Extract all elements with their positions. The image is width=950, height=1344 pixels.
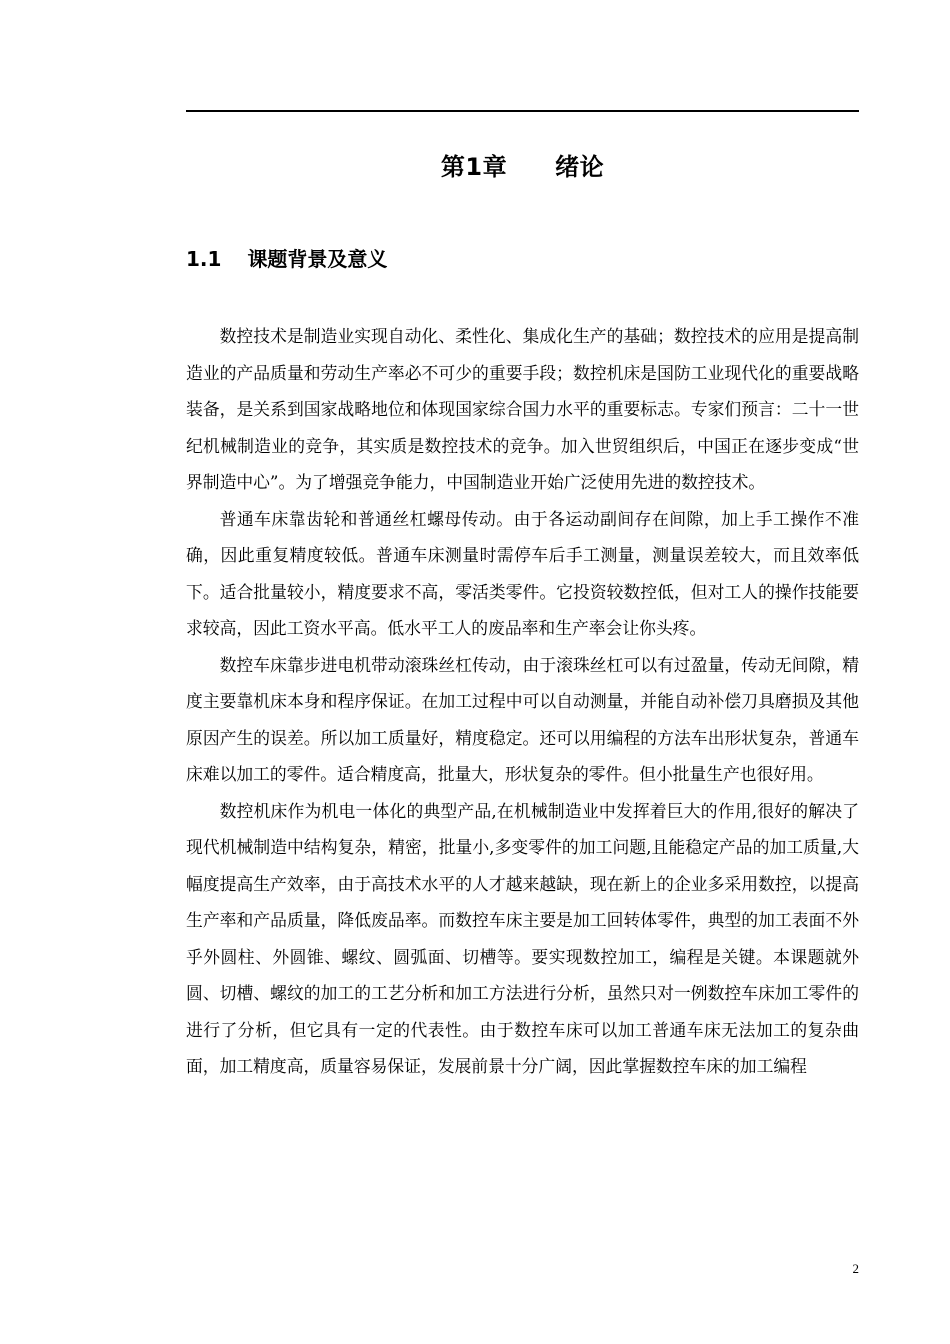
body-text: [186, 318, 859, 1085]
section-title-text: 课题背景及意义: [247, 247, 388, 271]
paragraph: 数控机床作为机电一体化的典型产品,在机械制造业中发挥着巨大的作用,很好的解决了现代机械制造中结构复杂，精密，批量小,多变零件的加工问题,且能稳定产品的加工质量,大幅度提高生产效率，由于高技术水平的人才越来越缺，现在新上的企业多采用数控，以提高生产率和产品质量，降低废品率。而数控车床主要是加工回转体零件，典型的加工表面不外乎外圆柱、外圆锥、螺纹、圆弧面、切槽等。要实现数控加工，编程是关键。本课题就外圆、切槽、螺纹的加工的工艺分析和加工方法进行分析，虽然只对一例数控车床加工零件的进行了分析，但它具有一定的代表性。由于数控车床可以加工普通车床无法加工的复杂曲面，加工精度高，质量容易保证，发展前景十分广阔，因此掌握数控车床的加工编程: [186, 800, 859, 1076]
page-number: 2: [852, 1261, 859, 1276]
chapter-title-text: 绪论: [555, 153, 605, 181]
header-rule: [186, 110, 859, 112]
paragraph: 普通车床靠齿轮和普通丝杠螺母传动。由于各运动副间存在间隙，加上手工操作不准确，因此重复精度较低。普通车床测量时需停车后手工测量，测量误差较大，而且效率低下。适合批量较小，精度要求不高，零活类零件。它投资较数控低，但对工人的操作技能要求较高，因此工资水平高。低水平工人的废品率和生产率会让你头疼。: [186, 508, 859, 638]
section-number: 1.1: [186, 247, 222, 271]
paragraph: 数控技术是制造业实现自动化、柔性化、集成化生产的基础；数控技术的应用是提高制造业的产品质量和劳动生产率必不可少的重要手段；数控机床是国防工业现代化的重要战略装备，是关系到国家战略地位和体现国家综合国力水平的重要标志。专家们预言：二十一世纪机械制造业的竞争，其实质是数控技术的竞争。加入世贸组织后，中国正在逐步变成“世界制造中心”。为了增强竞争能力，中国制造业开始广泛使用先进的数控技术。: [186, 326, 859, 492]
paragraph: 数控车床靠步进电机带动滚珠丝杠传动，由于滚珠丝杠可以有过盈量，传动无间隙，精度主要靠机床本身和程序保证。在加工过程中可以自动测量，并能自动补偿刀具磨损及其他原因产生的误差。所以加工质量好，精度稳定。还可以用编程的方法车出形状复杂，普通车床难以加工的零件。适合精度高，批量大，形状复杂的零件。但小批量生产也很好用。: [186, 654, 859, 784]
section-heading: [186, 244, 387, 274]
chapter-heading: [186, 150, 859, 184]
chapter-number: 第1章: [440, 153, 508, 181]
